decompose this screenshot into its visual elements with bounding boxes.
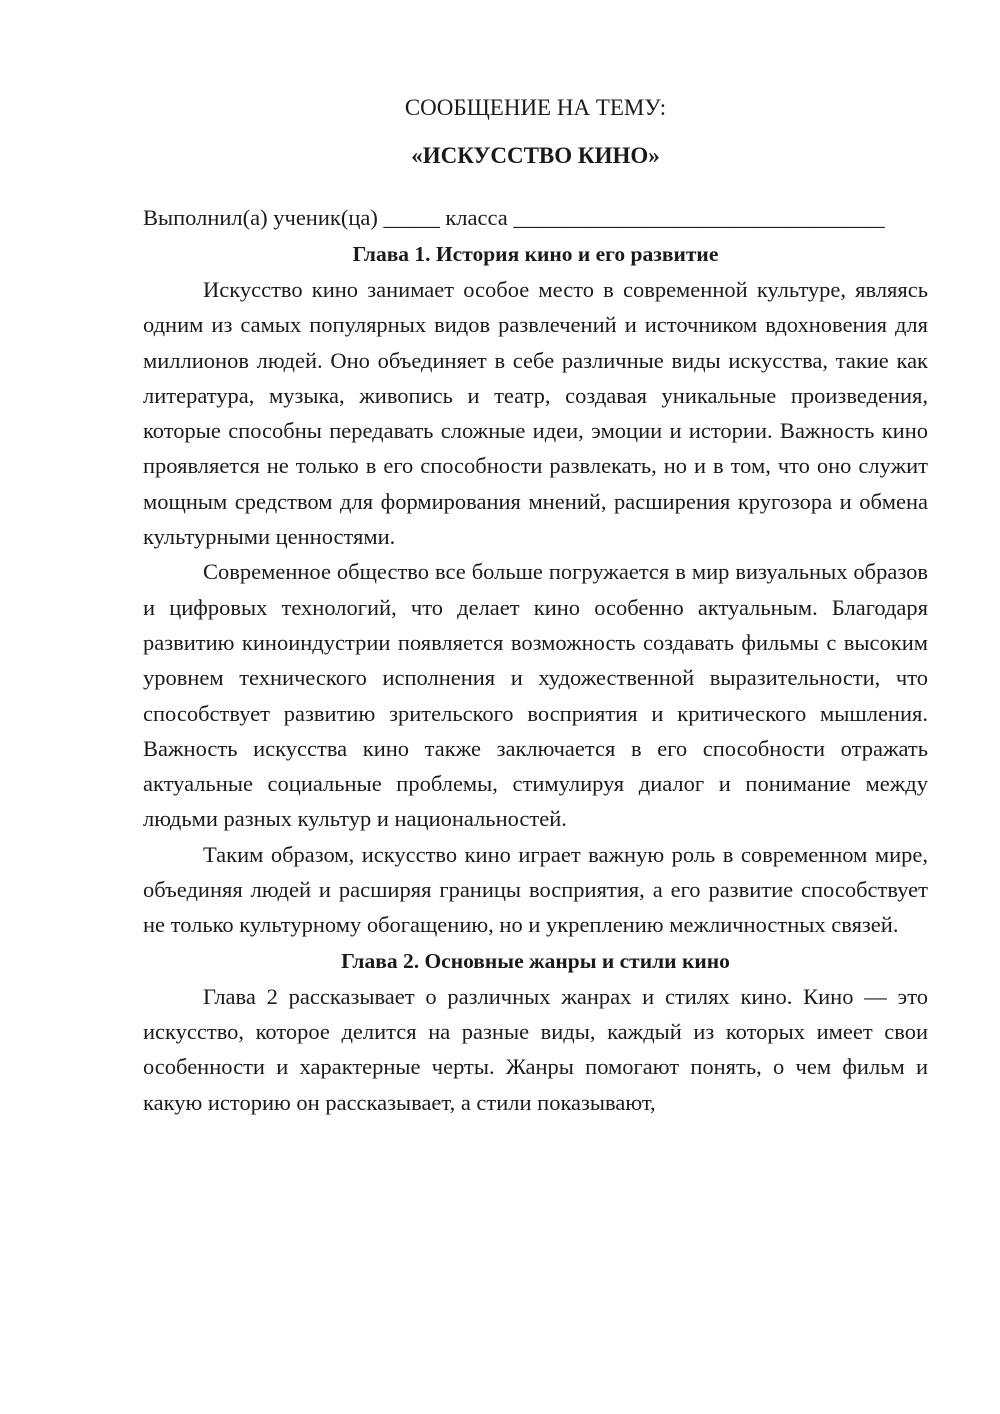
document-title-line-2: «ИСКУССТВО КИНО» xyxy=(411,143,660,168)
chapter-1-paragraph-3: Таким образом, искусство кино играет важную роль в современном мире, объединяя людей и расширяя границы восприятия, а его развитие способствует не только культурному обогащению, но и укреплению межличностных связей. xyxy=(143,841,928,938)
chapter-1 xyxy=(143,236,928,943)
chapter-2 xyxy=(143,943,928,1120)
document-page xyxy=(143,88,928,1120)
author-line: Выполнил(а) ученик(ца) _____ класса _________________________________ xyxy=(143,205,885,230)
chapter-1-paragraph-1: Искусство кино занимает особое место в современной культуре, являясь одним из самых популярных видов развлечений и источником вдохновения для миллионов людей. Оно объединяет в себе различные виды искусства, такие как литература, музыка, живопись и театр, создавая уникальные произведения, которые способны передавать сложные идеи, эмоции и истории. Важность кино проявляется не только в его способности развлекать, но и в том, что оно служит мощным средством для формирования мнений, расширения кругозора и обмена культурными ценностями. xyxy=(143,277,928,550)
chapter-1-heading: Глава 1. История кино и его развитие xyxy=(352,242,719,266)
document-title-line-1: СООБЩЕНИЕ НА ТЕМУ: xyxy=(404,95,667,120)
chapter-2-paragraph-1: Глава 2 рассказывает о различных жанрах и стилях кино. Кино — это искусство, которое делится на разные виды, каждый из которых имеет свои особенности и характерные черты. Жанры помогают понять, о чем фильм и какую историю он рассказывает, а стили показывают, xyxy=(143,983,928,1115)
chapter-1-paragraph-2: Современное общество все больше погружается в мир визуальных образов и цифровых технологий, что делает кино особенно актуальным. Благодаря развитию киноиндустрии появляется возможность создавать фильмы с высоким уровнем технического исполнения и художественной выразительности, что способствует развитию зрительского восприятия и критического мышления. Важность искусства кино также заключается в его способности отражать актуальные социальные проблемы, стимулируя диалог и понимание между людьми разных культур и национальностей. xyxy=(143,559,928,832)
chapter-2-heading: Глава 2. Основные жанры и стили кино xyxy=(341,948,730,973)
